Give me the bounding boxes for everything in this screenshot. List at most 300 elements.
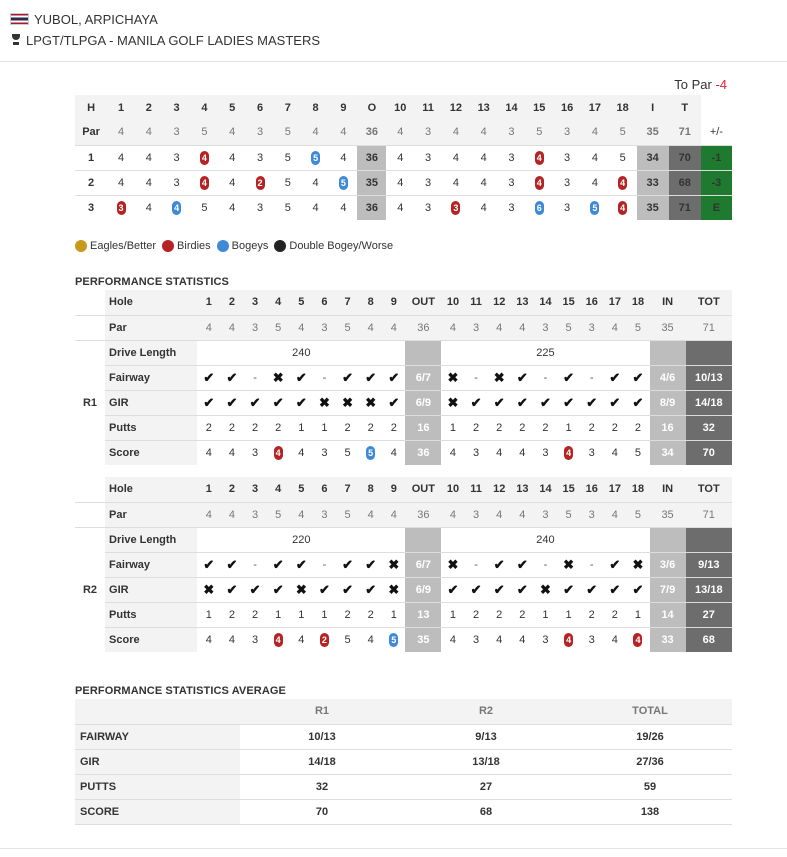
hole-score: 4 [442,145,470,170]
round-label: R2 [75,527,105,652]
hole-value: 4 [511,627,534,652]
grand-total: 14/18 [686,390,732,415]
check-icon: ✔ [336,552,359,577]
scorecard-header-cell: 15 [525,95,553,120]
round-label: 3 [75,195,107,220]
avg-value: 138 [568,799,732,824]
birdie-marker: 3 [118,202,124,213]
check-icon: ✔ [382,365,405,390]
check-icon: ✔ [220,552,243,577]
par-cell: 4 [382,315,405,340]
scorecard-par-cell: 4 [218,120,246,145]
hole-header-cell: 11 [465,477,488,502]
check-icon: ✔ [290,552,313,577]
scorecard-par-cell: 3 [553,120,581,145]
hole-value: 2 [243,415,266,440]
round-label: 2 [75,170,107,195]
par-cell: 3 [313,502,336,527]
avg-header-cell [75,699,240,724]
check-icon: ✔ [290,390,313,415]
legend-dot-icon [274,240,286,252]
hole-score: 3 [414,145,442,170]
par-cell: 3 [580,502,603,527]
hole-score: 5 [274,170,302,195]
round-label-spacer [75,290,105,315]
drive-length-in: 225 [441,340,649,365]
avg-header-cell: R2 [404,699,568,724]
hole-value: 4 [290,627,313,652]
scorecard-par-cell: 71 [669,120,701,145]
scorecard-header-cell: 16 [553,95,581,120]
hole-header-cell: 2 [220,477,243,502]
hole-value: 2 [580,602,603,627]
check-icon: ✔ [603,390,626,415]
check-icon: ✔ [488,390,511,415]
not-applicable: - [580,365,603,390]
bogey-marker: 6 [536,202,542,213]
check-icon: ✔ [359,365,382,390]
check-icon: ✔ [557,365,580,390]
player-name: YUBOL, ARPICHAYA [34,11,158,27]
birdie-marker: 2 [321,634,327,645]
score-legend [75,240,399,252]
scorecard-header-cell: 5 [218,95,246,120]
birdie-marker: 4 [620,177,626,188]
drive-length-in: 240 [441,527,649,552]
par-cell: 4 [220,315,243,340]
legend-label: Double Bogey/Worse [289,240,394,252]
round-total: 71 [669,195,701,220]
scorecard-par-cell: 4 [442,120,470,145]
scorecard-par-cell: 3 [498,120,526,145]
par-cell: 4 [220,502,243,527]
hole-score: 4 [135,145,163,170]
avg-value: 14/18 [240,749,404,774]
hole-score [163,195,191,220]
hole-score: 4 [386,195,414,220]
avg-header-row [75,699,732,724]
not-applicable: - [465,365,488,390]
scorecard-header-cell: 1 [107,95,135,120]
hole-value: 2 [336,602,359,627]
in-total: 16 [650,415,686,440]
hole-value: 1 [557,415,580,440]
check-icon: ✔ [511,365,534,390]
hole-header-cell: 13 [511,477,534,502]
out-total: 6/9 [405,390,441,415]
out-spacer [405,527,441,552]
perf-gir-row [75,577,732,602]
footer-divider [0,848,787,849]
hole-value: 2 [603,415,626,440]
in-total: 4/6 [650,365,686,390]
scorecard-header-cell: 9 [330,95,358,120]
hole-value: 2 [336,415,359,440]
birdie-marker: 2 [257,177,263,188]
scorecard-par-cell: 35 [637,120,669,145]
legend-item [75,240,156,252]
out-total: 16 [405,415,441,440]
avg-row-label: SCORE [75,799,240,824]
hole-value: 2 [359,415,382,440]
check-icon: ✔ [603,365,626,390]
par-cell: 3 [313,315,336,340]
check-icon: ✔ [511,552,534,577]
hole-value: 1 [313,602,336,627]
check-icon: ✔ [359,577,382,602]
round-out-total: 35 [357,170,386,195]
par-cell: 5 [267,315,290,340]
par-cell: 4 [603,315,626,340]
check-icon: ✔ [267,577,290,602]
birdie-marker: 4 [201,152,207,163]
scorecard-par-cell: 4 [386,120,414,145]
scorecard-header-cell: 3 [163,95,191,120]
hole-value [267,440,290,465]
round-to-par: -1 [701,145,732,170]
hole-value: 4 [488,627,511,652]
hole-value: 3 [465,440,488,465]
scorecard-round-row [75,170,732,195]
perf-par-row [75,502,732,527]
hole-score: 4 [107,170,135,195]
round-total: 70 [669,145,701,170]
hole-score: 4 [218,195,246,220]
cross-icon: ✖ [441,365,464,390]
scorecard-par-row [75,120,732,145]
hole-score [609,170,637,195]
grand-total: 32 [686,415,732,440]
hole-header-cell: 18 [626,290,649,315]
performance-title: PERFORMANCE STATISTICS [75,276,229,288]
scorecard-par-cell: 4 [302,120,330,145]
check-icon: ✔ [359,552,382,577]
avg-value: 10/13 [240,724,404,749]
avg-value: 13/18 [404,749,568,774]
in-total: 3/6 [650,552,686,577]
hole-value: 1 [313,415,336,440]
hole-value [557,627,580,652]
scorecard-header-cell: 6 [246,95,274,120]
hole-value: 4 [359,627,382,652]
player-header [10,10,320,52]
hole-value: 2 [465,415,488,440]
in-total: 7/9 [650,577,686,602]
scorecard-par-cell: 3 [414,120,442,145]
hole-header-cell: 9 [382,290,405,315]
grand-total: 70 [686,440,732,465]
not-applicable: - [313,365,336,390]
scorecard-round-row [75,145,732,170]
grand-total: 27 [686,602,732,627]
hole-value: 4 [511,440,534,465]
scorecard-header-cell: I [637,95,669,120]
hole-header-cell: TOT [686,290,732,315]
par-cell: 3 [465,315,488,340]
hole-header-cell: 4 [267,290,290,315]
perf-putts-row [75,415,732,440]
legend-label: Bogeys [231,240,269,252]
hole-score: 4 [442,170,470,195]
bogey-marker: 4 [174,202,180,213]
hole-header-cell: 7 [336,290,359,315]
hole-value: 1 [534,602,557,627]
par-cell: 36 [405,315,441,340]
hole-value: 1 [557,602,580,627]
par-cell: 3 [580,315,603,340]
hole-score: 4 [218,145,246,170]
round-total: 68 [669,170,701,195]
scorecard-header-cell [701,95,732,120]
par-cell: 5 [626,315,649,340]
round-label: R1 [75,340,105,465]
hole-value: 1 [290,415,313,440]
perf-score-row [75,440,732,465]
out-total: 6/7 [405,552,441,577]
hole-score: 4 [135,195,163,220]
hole-header-cell: 15 [557,477,580,502]
hole-score [525,195,553,220]
check-icon: ✔ [441,577,464,602]
hole-score [525,170,553,195]
hole-value: 4 [441,440,464,465]
hole-value: 2 [511,415,534,440]
cross-icon: ✖ [382,552,405,577]
par-cell: 4 [359,315,382,340]
birdie-marker: 3 [453,202,459,213]
scorecard-header-cell: 12 [442,95,470,120]
round-label-spacer [75,315,105,340]
scorecard-par-cell: 3 [246,120,274,145]
scorecard-round-row [75,195,732,220]
cross-icon: ✖ [290,577,313,602]
hole-header-cell: 18 [626,477,649,502]
performance-average-table [75,699,732,825]
hole-score [442,195,470,220]
check-icon: ✔ [557,577,580,602]
trophy-icon [10,34,22,46]
row-label: Putts [105,602,197,627]
row-label: GIR [105,390,197,415]
hole-score [609,195,637,220]
out-spacer [405,340,441,365]
par-cell: 4 [488,315,511,340]
hole-score: 3 [498,145,526,170]
hole-header-cell: 7 [336,477,359,502]
check-icon: ✔ [197,390,220,415]
check-icon: ✔ [626,577,649,602]
in-total: 8/9 [650,390,686,415]
hole-score: 3 [163,170,191,195]
hole-value [267,627,290,652]
hole-score: 3 [553,145,581,170]
legend-label: Birdies [177,240,211,252]
hole-value: 2 [220,602,243,627]
par-cell: 5 [557,502,580,527]
performance-table-r2 [75,477,732,652]
par-cell: 3 [534,502,557,527]
hole-header-cell: 1 [197,477,220,502]
birdie-marker: 4 [635,634,641,645]
avg-row [75,799,732,824]
hole-value: 3 [580,440,603,465]
cross-icon: ✖ [557,552,580,577]
legend-dot-icon [162,240,174,252]
scorecard-par-cell: 4 [330,120,358,145]
tot-spacer [686,340,732,365]
avg-header-cell: TOTAL [568,699,732,724]
player-line [10,10,320,28]
perf-score-row [75,627,732,652]
round-label-spacer [75,477,105,502]
hole-header-cell: 5 [290,290,313,315]
grand-total: 9/13 [686,552,732,577]
hole-score: 3 [553,195,581,220]
hole-value: 2 [220,415,243,440]
row-label: Drive Length [105,527,197,552]
hole-value: 3 [243,627,266,652]
cross-icon: ✖ [441,390,464,415]
hole-score: 4 [302,195,330,220]
in-total: 14 [650,602,686,627]
hole-value [359,440,382,465]
scorecard-par-cell: 4 [581,120,609,145]
scorecard-header-cell: O [357,95,386,120]
hole-score [302,145,330,170]
avg-value: 27/36 [568,749,732,774]
in-spacer [650,527,686,552]
hole-score: 4 [330,145,358,170]
legend-dot-icon [217,240,229,252]
legend-dot-icon [75,240,87,252]
hole-value: 1 [382,602,405,627]
check-icon: ✔ [488,552,511,577]
legend-item [217,240,269,252]
check-icon: ✔ [580,577,603,602]
hole-value: 1 [197,602,220,627]
scorecard-header-cell: 4 [191,95,219,120]
par-cell: 4 [197,315,220,340]
avg-value: 70 [240,799,404,824]
par-cell: 4 [290,315,313,340]
hole-value: 4 [220,440,243,465]
hole-header-cell: 8 [359,477,382,502]
par-cell: 4 [382,502,405,527]
check-icon: ✔ [220,365,243,390]
hole-value: 5 [336,440,359,465]
hole-value: 3 [465,627,488,652]
row-label: Drive Length [105,340,197,365]
check-icon: ✔ [220,390,243,415]
performance-table-r1 [75,290,732,465]
check-icon: ✔ [336,577,359,602]
avg-value: 19/26 [568,724,732,749]
round-in-total: 35 [637,195,669,220]
hole-score: 4 [470,170,498,195]
par-cell: 71 [686,502,732,527]
hole-value: 2 [580,415,603,440]
hole-value: 4 [603,627,626,652]
par-cell: 4 [511,315,534,340]
row-label: Score [105,440,197,465]
hole-value: 3 [313,440,336,465]
not-applicable: - [534,365,557,390]
hole-value: 3 [534,627,557,652]
hole-header-cell: 8 [359,290,382,315]
round-to-par: E [701,195,732,220]
check-icon: ✔ [336,365,359,390]
header-divider [0,61,787,62]
par-cell: 4 [290,502,313,527]
hole-value: 2 [243,602,266,627]
perf-fairway-row [75,365,732,390]
to-par-value: -4 [715,77,727,92]
hole-header-cell: 17 [603,477,626,502]
birdie-marker: 4 [275,634,281,645]
hole-header-cell: 16 [580,290,603,315]
hole-value: 1 [290,602,313,627]
hole-score: 3 [553,170,581,195]
grand-total: 10/13 [686,365,732,390]
par-cell: 3 [243,315,266,340]
par-cell: 4 [441,315,464,340]
hole-value: 2 [511,602,534,627]
hole-value: 4 [382,440,405,465]
hole-value: 1 [441,415,464,440]
row-label: Putts [105,415,197,440]
not-applicable: - [534,552,557,577]
row-label: Score [105,627,197,652]
par-cell: 3 [243,502,266,527]
hole-value [626,627,649,652]
hole-header-cell: 6 [313,477,336,502]
check-icon: ✔ [313,577,336,602]
tournament-name: LPGT/TLPGA - MANILA GOLF LADIES MASTERS [26,32,321,48]
par-cell: 3 [534,315,557,340]
cross-icon: ✖ [197,577,220,602]
par-cell: 4 [197,502,220,527]
avg-value: 27 [404,774,568,799]
hole-score: 3 [246,195,274,220]
check-icon: ✔ [197,365,220,390]
round-label-spacer [75,502,105,527]
par-cell: 5 [336,315,359,340]
hole-score: 4 [135,170,163,195]
hole-value: 3 [580,627,603,652]
hole-score [246,170,274,195]
scorecard-par-cell: 5 [274,120,302,145]
scorecard-header-cell: 17 [581,95,609,120]
hole-value: 4 [220,627,243,652]
hole-score: 3 [414,170,442,195]
check-icon: ✔ [465,577,488,602]
check-icon: ✔ [626,365,649,390]
hole-header-cell: IN [650,477,686,502]
performance-average-title: PERFORMANCE STATISTICS AVERAGE [75,685,286,697]
legend-label: Eagles/Better [90,240,157,252]
hole-value: 1 [626,602,649,627]
scorecard-header-row [75,95,732,120]
hole-value: 4 [290,440,313,465]
hole-score [107,195,135,220]
perf-hole-row [75,477,732,502]
row-label: GIR [105,577,197,602]
hole-score: 4 [470,145,498,170]
scorecard-header-cell: 7 [274,95,302,120]
hole-value: 2 [488,602,511,627]
scorecard-par-cell: Par [75,120,107,145]
round-in-total: 33 [637,170,669,195]
